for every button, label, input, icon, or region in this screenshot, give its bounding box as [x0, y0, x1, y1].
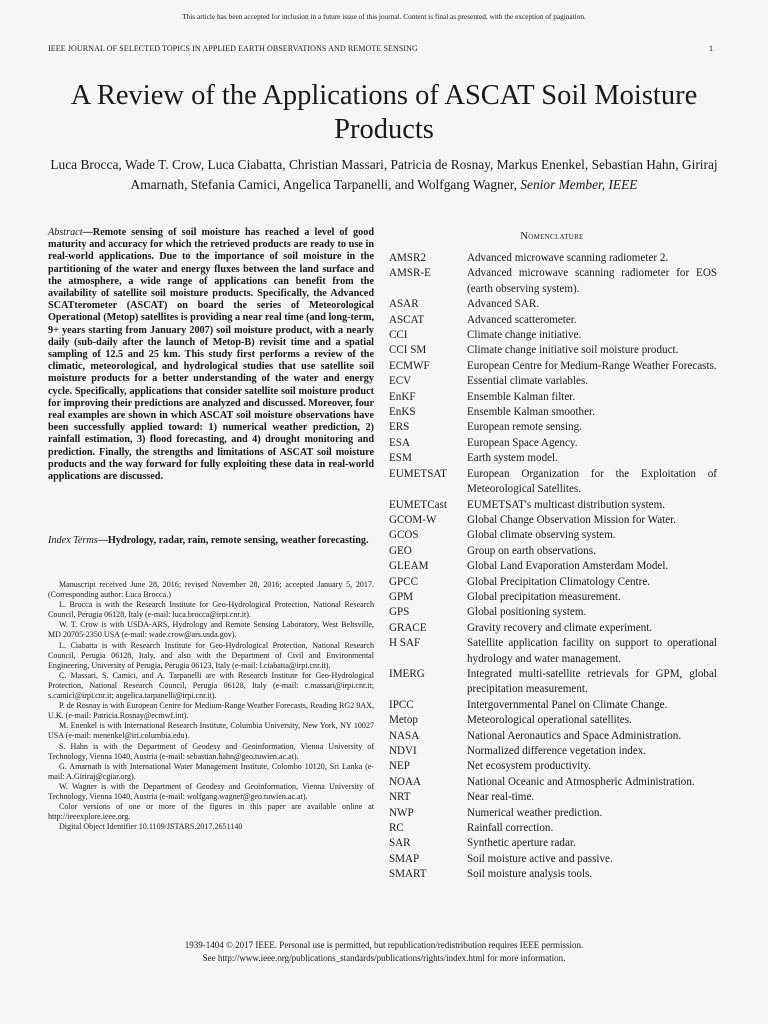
nomenclature-definition: Advanced microwave scanning radiometer 2. — [467, 252, 669, 264]
nomenclature-abbreviation: SMART — [389, 868, 427, 881]
nomenclature-abbreviation: NEP — [389, 760, 410, 773]
nomenclature-row — [389, 390, 717, 405]
footnote: W. Wagner is with the Department of Geodesy and Geoinformation, Vienna University of Technology, Vienna 1040, Austria (e-mail: wolfgang.wagner@geo.tuwien.ac.at). — [48, 781, 374, 801]
nomenclature-abbreviation: EUMETCast — [389, 498, 447, 511]
nomenclature-abbreviation: GCOM-W — [389, 513, 437, 526]
nomenclature-definition: European remote sensing. — [467, 421, 582, 434]
nomenclature-abbreviation: NRT — [389, 791, 411, 804]
nomenclature-definition: European Space Agency. — [467, 436, 578, 449]
footnote: Manuscript received June 28, 2016; revised November 28, 2016; accepted January 5, 2017. (Corresponding author: Luca Brocca.) — [48, 580, 374, 600]
nomenclature-abbreviation: ECMWF — [389, 359, 430, 372]
nomenclature-definition: Meteorological operational satellites. — [467, 714, 632, 727]
nomenclature-abbreviation: AMSR-E — [389, 267, 431, 280]
nomenclature-abbreviation: GRACE — [389, 621, 427, 634]
nomenclature-row — [389, 836, 717, 851]
nomenclature-definition: Integrated multi-satellite retrievals for GPM, global precipitation measurement. — [467, 667, 717, 696]
nomenclature-abbreviation: GPS — [389, 606, 410, 619]
nomenclature-abbreviation: ESA — [389, 436, 410, 449]
nomenclature-abbreviation: GCOS — [389, 529, 419, 542]
nomenclature-row — [389, 667, 717, 698]
page-number: 1 — [709, 44, 713, 53]
nomenclature-row — [389, 821, 717, 836]
author-names: Luca Brocca, Wade T. Crow, Luca Ciabatta, Christian Massari, Patricia de Rosnay, Markus Enenkel, Sebastian Hahn, Giriraj Amarnath, Stefania Camici, Angelica Tarpanelli, and Wolfgang Wagner, — [50, 157, 718, 192]
nomenclature-definition: Climate change initiative. — [467, 329, 582, 342]
nomenclature-row — [389, 590, 717, 605]
abstract — [48, 227, 374, 483]
paper-title: A Review of the Applications of ASCAT Soil Moisture Products — [70, 80, 698, 145]
nomenclature-definition: Global positioning system. — [467, 606, 587, 619]
nomenclature-definition: Climate change initiative soil moisture product. — [467, 344, 679, 357]
nomenclature-abbreviation: ERS — [389, 421, 410, 434]
nomenclature-abbreviation: CCI — [389, 329, 408, 342]
nomenclature-row — [389, 559, 717, 574]
nomenclature-row — [389, 636, 717, 667]
nomenclature-abbreviation: GPCC — [389, 575, 418, 588]
nomenclature-row — [389, 467, 717, 498]
nomenclature-definition: Rainfall correction. — [467, 822, 554, 835]
nomenclature-abbreviation: IMERG — [389, 667, 425, 680]
nomenclature-row — [389, 806, 717, 821]
nomenclature-definition: EUMETSAT's multicast distribution system. — [467, 498, 665, 511]
index-terms-text: —Hydrology, radar, rain, remote sensing, weather forecasting. — [97, 535, 369, 546]
nomenclature-abbreviation: GEO — [389, 544, 412, 557]
nomenclature-row — [389, 405, 717, 420]
nomenclature-definition: Essential climate variables. — [467, 375, 589, 388]
nomenclature-definition: Earth system model. — [467, 452, 558, 465]
nomenclature-abbreviation: IPCC — [389, 698, 414, 711]
nomenclature-abbreviation: CCI SM — [389, 344, 427, 357]
nomenclature-definition: Global Land Evaporation Amsterdam Model. — [467, 560, 669, 573]
nomenclature-row — [389, 575, 717, 590]
nomenclature-row — [389, 744, 717, 759]
nomenclature-list — [389, 251, 717, 883]
nomenclature-definition: Intergovernmental Panel on Climate Change. — [467, 698, 668, 711]
nomenclature-row — [389, 313, 717, 328]
nomenclature-definition: Global climate observing system. — [467, 529, 616, 542]
nomenclature-abbreviation: NDVI — [389, 745, 417, 757]
footnote: Color versions of one or more of the figures in this paper are available online at http://ieeexplore.ieee.org. — [48, 802, 374, 822]
rights-line: See http://www.ieee.org/publications_standards/publications/rights/index.html for more information. — [202, 952, 566, 963]
acceptance-note: This article has been accepted for inclusion in a future issue of this journal. Content is final as presented, with the exception of pagination. — [182, 12, 586, 21]
nomenclature-row — [389, 605, 717, 620]
nomenclature-abbreviation: EUMETSAT — [389, 467, 447, 480]
nomenclature-abbreviation: ECV — [389, 375, 412, 388]
journal-name: IEEE JOURNAL OF SELECTED TOPICS IN APPLIED EARTH OBSERVATIONS AND REMOTE SENSING — [48, 44, 418, 53]
copyright-line: 1939-1404 © 2017 IEEE. Personal use is permitted, but republication/redistribution requires IEEE permission. — [184, 940, 584, 950]
nomenclature-abbreviation: NOAA — [389, 775, 422, 788]
nomenclature-abbreviation: GLEAM — [389, 560, 429, 573]
nomenclature-definition: Global Precipitation Climatology Centre. — [467, 575, 651, 588]
footnote: W. T. Crow is with USDA-ARS, Hydrology and Remote Sensing Laboratory, West Beltsville, MD 20705-2350 USA (e-mail: wade.crow@ars.usda.gov). — [48, 620, 374, 640]
nomenclature-definition: Group on earth observations. — [467, 544, 596, 557]
nomenclature-abbreviation: EnKF — [389, 390, 416, 403]
nomenclature-row — [389, 328, 717, 343]
nomenclature-definition: Numerical weather prediction. — [467, 806, 603, 819]
nomenclature-abbreviation: NASA — [389, 729, 420, 742]
abstract-text: —Remote sensing of soil moisture has reached a level of good maturity and accuracy for which the retrieved products are ready to use in real-world applications. Due to the importance of soil moisture in the partitioning of the water and energy fluxes between the land surface and the atmosphere, a wide range of applications can benefit from the availability of satellite soil moisture products. Specifically, the Advanced SCATterometer (ASCAT) on board the series of Meteorological Operational (Metop) satellites is providing a near real time (and long-term, 9+ years starting from January 2007) soil moisture product, with a nearly daily (sub-daily after the launch of Metop-B) revisit time and a spatial sampling of 12.5 and 25 km. This study first performs a review of the climatic, meteorological, and hydrological studies that use satellite soil moisture products for a better understanding of the water and energy cycle. Specifically, applications that consider satellite soil moisture product for improving their predictions are analyzed and discussed. Moreover, four real examples are shown in which ASCAT soil moisture observations have been successfully applied toward: 1) numerical weather prediction, 2) rainfall estimation, 3) flood forecasting, and 4) drought monitoring and prediction. Finally, the strengths and limitations of ASCAT soil moisture products and the way forward for fully exploiting these data in real-world applications are discussed. — [48, 227, 374, 483]
nomenclature-row — [389, 251, 717, 266]
nomenclature-row — [389, 343, 717, 358]
nomenclature-definition: Advanced scatterometer. — [467, 313, 577, 326]
abstract-label: Abstract — [48, 227, 83, 238]
nomenclature-abbreviation: Metop — [389, 714, 418, 727]
nomenclature-abbreviation: GPM — [389, 590, 414, 603]
nomenclature-abbreviation: AMSR2 — [389, 252, 426, 264]
nomenclature-abbreviation: ASCAT — [389, 313, 425, 326]
nomenclature-row — [389, 698, 717, 713]
nomenclature-definition: Synthetic aperture radar. — [467, 837, 576, 850]
nomenclature-definition: Ensemble Kalman smoother. — [467, 406, 595, 419]
nomenclature-row — [389, 498, 717, 513]
nomenclature-row — [389, 544, 717, 559]
nomenclature-row — [389, 266, 717, 297]
nomenclature-row — [389, 621, 717, 636]
nomenclature-definition: Global precipitation measurement. — [467, 590, 621, 603]
nomenclature-definition: National Aeronautics and Space Administration. — [467, 729, 682, 742]
nomenclature-definition: Ensemble Kalman filter. — [467, 390, 576, 403]
nomenclature-definition: Advanced SAR. — [467, 298, 540, 311]
nomenclature-row — [389, 867, 717, 882]
footnote: L. Brocca is with the Research Institute for Geo-Hydrological Protection, National Research Council, Perugia 06128, Italy (e-mail: luca.brocca@irpi.cnr.it). — [48, 600, 374, 620]
nomenclature-abbreviation: ESM — [389, 452, 412, 465]
nomenclature-row — [389, 775, 717, 790]
index-terms — [48, 535, 374, 547]
footnote: C. Massari, S. Camici, and A. Tarpanelli are with Research Institute for Geo-Hydrological Protection, National Research Council, Perugia 06128, Italy (e-mail: c.massari@irpi.cnr.it; s.camici@irpi.cnr.it; angelica.tarpanelli@irpi.cnr.it). — [48, 670, 374, 701]
nomenclature-abbreviation: H SAF — [389, 637, 421, 650]
nomenclature-row — [389, 451, 717, 466]
nomenclature-definition: Normalized difference vegetation index. — [467, 745, 647, 757]
nomenclature-abbreviation: EnKS — [389, 406, 416, 419]
nomenclature-definition: Near real-time. — [467, 791, 535, 804]
nomenclature-definition: Net ecosystem productivity. — [467, 760, 592, 773]
nomenclature-abbreviation: SMAP — [389, 852, 420, 865]
nomenclature-row — [389, 759, 717, 774]
nomenclature-row — [389, 513, 717, 528]
author-list — [40, 155, 728, 194]
nomenclature-definition: European Organization for the Exploitation of Meteorological Satellites. — [467, 467, 717, 496]
nomenclature-abbreviation: RC — [389, 822, 404, 835]
footnote: G. Amarnath is with International Water Management Institute, Colombo 10120, Sri Lanka (e-mail: A.Giriraj@cgiar.org). — [48, 761, 374, 781]
nomenclature-definition: European Centre for Medium-Range Weather Forecasts. — [467, 359, 717, 372]
footnote: Digital Object Identifier 10.1109/JSTARS.2017.2651140 — [59, 822, 243, 832]
author-suffix: Senior Member, IEEE — [520, 176, 638, 192]
footnote: M. Enenkel is with International Research Institute, Columbia University, New York, NY 10027 USA (e-mail: menenkel@iri.columbia.edu). — [48, 721, 374, 741]
nomenclature-definition: Soil moisture analysis tools. — [467, 868, 593, 881]
nomenclature-definition: National Oceanic and Atmospheric Administration. — [467, 775, 695, 788]
nomenclature-abbreviation: ASAR — [389, 298, 419, 311]
nomenclature-abbreviation: SAR — [389, 837, 411, 850]
nomenclature-row — [389, 359, 717, 374]
nomenclature-definition: Soil moisture active and passive. — [467, 852, 613, 865]
nomenclature-row — [389, 297, 717, 312]
nomenclature-row — [389, 790, 717, 805]
nomenclature-heading: Nomenclature — [520, 231, 584, 242]
index-terms-label: Index Terms — [48, 535, 98, 546]
nomenclature-row — [389, 713, 717, 728]
nomenclature-definition: Satellite application facility on support to operational hydrology and water management. — [467, 637, 717, 665]
nomenclature-row — [389, 852, 717, 867]
nomenclature-definition: Global Change Observation Mission for Water. — [467, 513, 677, 526]
nomenclature-row — [389, 436, 717, 451]
nomenclature-row — [389, 420, 717, 435]
footnote: P. de Rosnay is with European Centre for Medium-Range Weather Forecasts, Reading RG2 9AX, U.K. (e-mail: Patricia.Rosnay@ecmwf.int). — [48, 701, 374, 721]
nomenclature-definition: Gravity recovery and climate experiment. — [467, 621, 653, 634]
footnote: S. Hahn is with the Department of Geodesy and Geoinformation, Vienna University of Technology, Vienna 1040, Austria (e-mail: sebastian.hahn@geo.tuwien.ac.at). — [48, 741, 374, 761]
nomenclature-row — [389, 729, 717, 744]
copyright-footer — [0, 939, 768, 964]
author-footnotes — [48, 580, 374, 832]
nomenclature-abbreviation: NWP — [389, 806, 414, 819]
nomenclature-definition: Advanced microwave scanning radiometer for EOS (earth observing system). — [467, 267, 717, 295]
nomenclature-row — [389, 374, 717, 389]
footnote: L. Ciabatta is with Research Institute for Geo-Hydrological Protection, National Research Council, Perugia 06128, Italy, and also with the Department of Civil and Environmental Engineering, University of Perugia, Perugia 06123, Italy (e-mail: l.ciabatta@irpi.cnr.it). — [48, 640, 374, 670]
nomenclature-row — [389, 528, 717, 543]
